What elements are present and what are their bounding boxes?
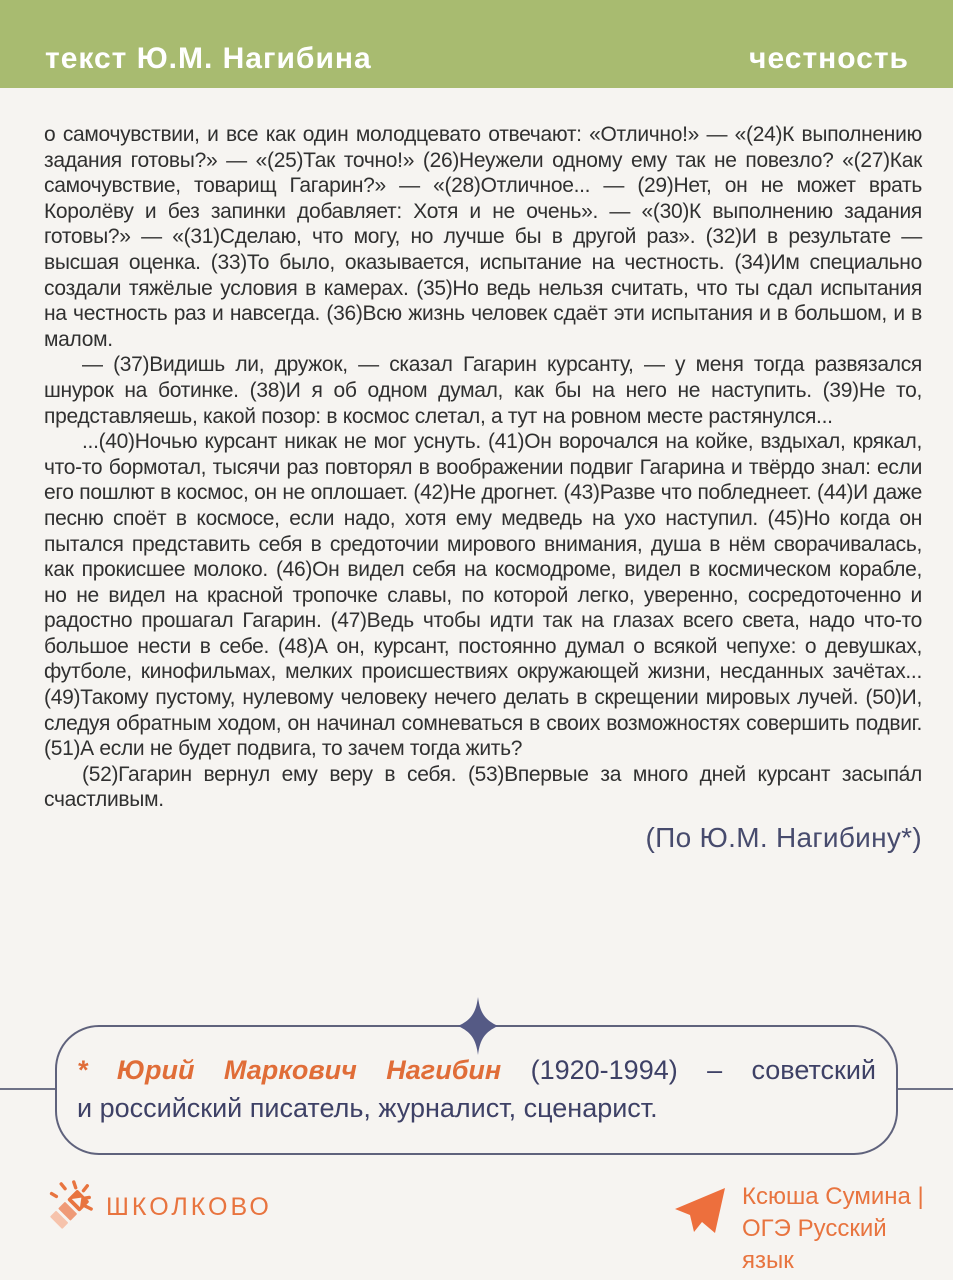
- paper-plane-icon: [675, 1188, 725, 1236]
- header-right-title: честность: [749, 42, 909, 75]
- author-attribution: (По Ю.М. Нагибину*): [645, 822, 922, 854]
- footnote-marker: *: [77, 1055, 88, 1085]
- header-band: [0, 0, 953, 88]
- paragraph: — (37)Видишь ли, дружок, — сказал Гагарин курсанту, — у меня тогда развязался шнурок на ботинке. (38)И я об одном думал, как бы на него не наступить. (39)Не то, представляешь, какой позор: в космос слетал, а тут на ровном месте растянулся...: [44, 353, 922, 428]
- right-divider-line: [897, 1088, 953, 1090]
- footnote-line1: [77, 1053, 876, 1087]
- credit-line2: ОГЭ Русский язык: [742, 1215, 887, 1274]
- paragraph: ...(40)Ночью курсант никак не мог уснуть. (41)Он ворочался на койке, вздыхал, крякал, что-то бормотал, тысячи раз повторял в воображении подвиг Гагарина и твёрдо знал: если его пошлют в космос, он не оплошает. (42)Не дрогнет. (43)Разве что побледнеет. (44)И даже песню споёт в космосе, если надо, хотя ему медведь на ухо наступил. (45)Но когда он пытался представить себя в средоточии мирового внимания, душа в нём сворачивалась, как прокисшее молоко. (46)Он видел себя на космодроме, видел в космическом корабле, но не видел на красной тропочке славы, по которой легко, уверенно, сосредоточенно и радостно прошагал Гагарин. (47)Ведь чтобы идти так на глазах всего света, надо что-то большое нести в себе. (48)А он, курсант, постоянно думал о всякой чепухе: о девушках, футболе, кинофильмах, мелких происшествиях окружающей жизни, несданных зачётах... (49)Такому пустому, нулевому человеку нечего делать в скрещении мировых лучей. (50)И, следуя обратным ходом, он начинал сомневаться в своих возможностях совершить подвиг. (51)А если не будет подвига, то зачем тогда жить?: [44, 430, 922, 761]
- credit-block: [742, 1181, 942, 1277]
- paragraph: (52)Гагарин вернул ему веру в себя. (53)Впервые за много дней курсант засыпа́л счастливым.: [44, 762, 922, 812]
- footnote-author: Юрий Маркович Нагибин: [116, 1055, 502, 1085]
- credit-line1: Ксюша Сумина |: [742, 1183, 924, 1210]
- left-divider-line: [0, 1088, 56, 1090]
- four-point-star-icon: [458, 997, 498, 1055]
- brand-name: ШКОЛКОВО: [106, 1193, 272, 1221]
- footnote-years: (1920-1994) – советский: [530, 1055, 876, 1085]
- footnote-line2: и российский писатель, журналист, сценарист.: [77, 1093, 658, 1123]
- pencil-sparkle-icon: [38, 1180, 96, 1240]
- paragraph: о самочувствии, и все как один молодцевато отвечают: «Отлично!» — «(24)К выполнению задания готовы?» — «(25)Так точно!» (26)Неужели одному ему так не повезло? «(27)Как самочувствие, товарищ Гагарин?» — «(28)Отличное... — (29)Нет, он не может врать Королёву и без запинки добавляет: Хотя и не очень». — «(30)К выполнению задания готовы?» — «(31)Сделаю, что могу, но лучше бы в другой раз». (32)И в результате — высшая оценка. (33)То было, оказывается, испытание на честность. (34)Им специально создали тяжёлые условия в камерах. (35)Но ведь нельзя считать, что ты сдал испытания на честность раз и навсегда. (36)Всю жизнь человек сдаёт эти испытания и в большом, и в малом.: [44, 123, 922, 351]
- article-text: [44, 122, 922, 855]
- header-left-title: текст Ю.М. Нагибина: [45, 42, 372, 75]
